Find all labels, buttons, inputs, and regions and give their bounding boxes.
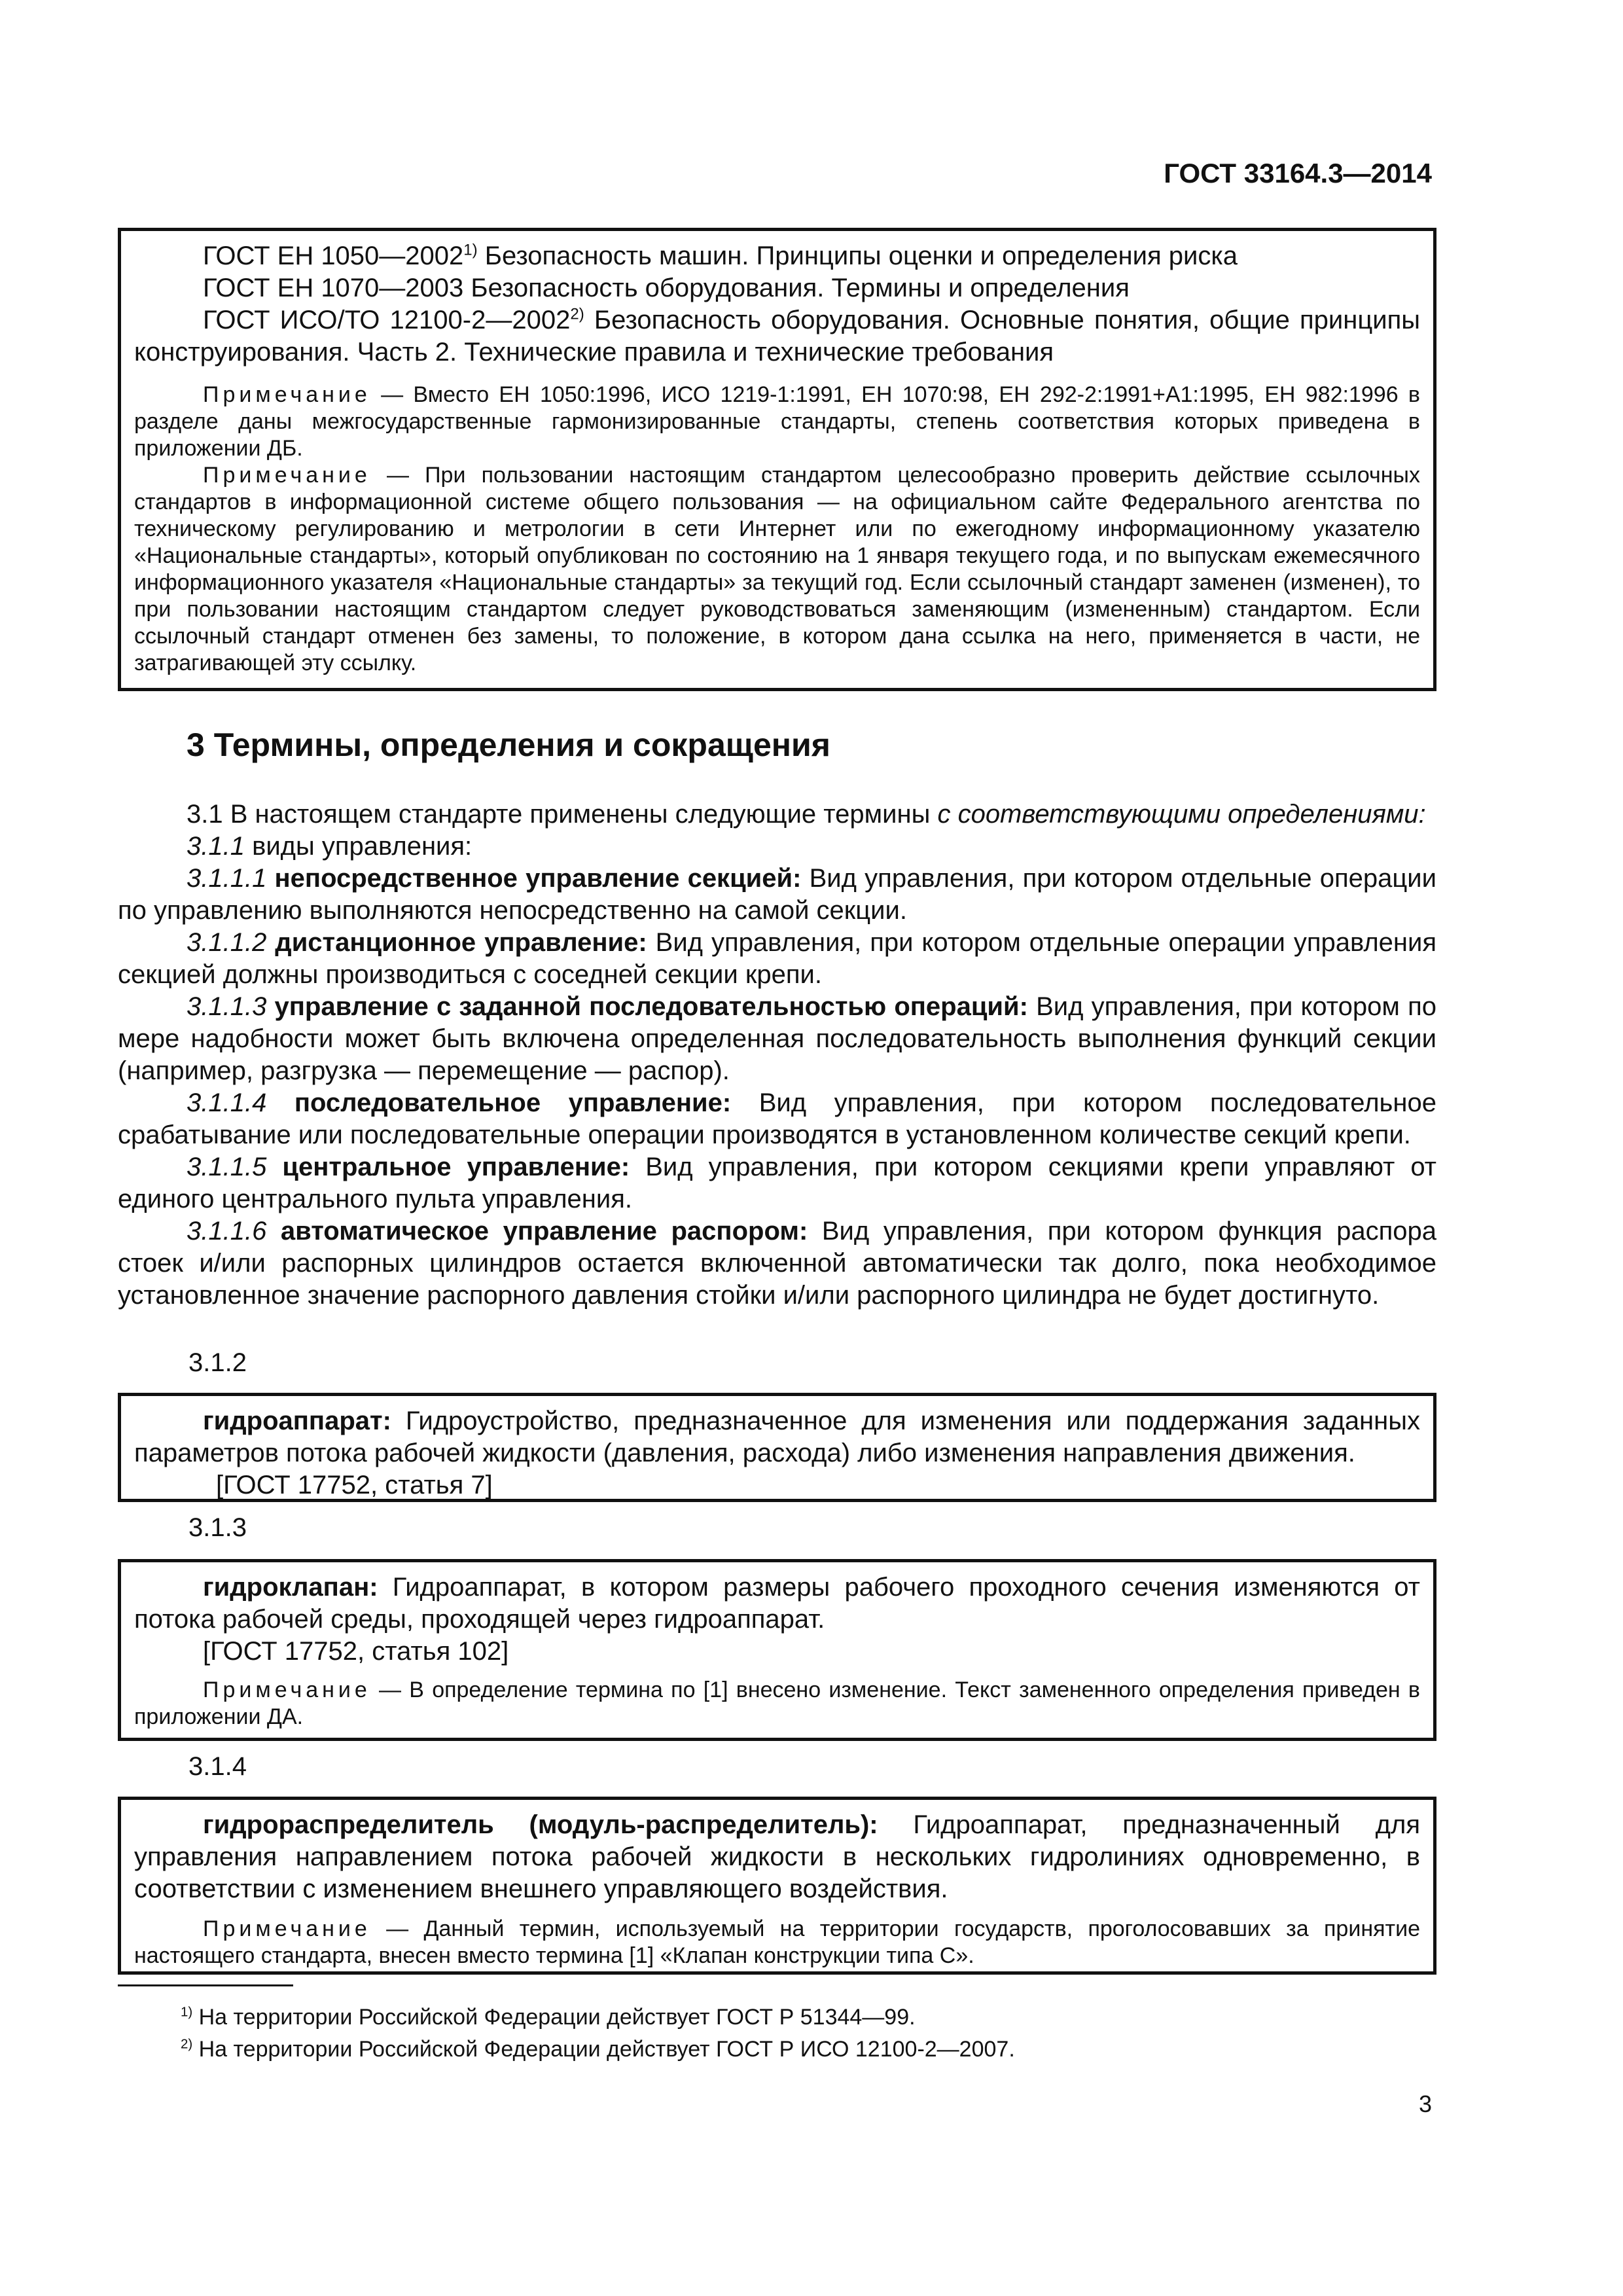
term-definition: 3.1.1.5 центральное управление: Вид управления, при котором секциями крепи управляют от единого центрального пульта управления. (118, 1153, 1437, 1213)
normative-references-box (118, 228, 1436, 691)
term-box (118, 1797, 1436, 1975)
term-note: Примечание — В определение термина по [1] внесено изменение. Текст замененного определения приведен в приложении ДА. (134, 1677, 1420, 1729)
term-definition: 3.1.1.3 управление с заданной последовательностью операций: Вид управления, при котором по мере надобности может быть включена определенная последовательность выполнения функций секции (например, разгрузка — перемещение — распор). (118, 992, 1436, 1085)
section-intro: 3.1 В настоящем стандарте применены следующие термины с соответствующими определениями: (187, 800, 1426, 829)
term-group: 3.1.1 виды управления: (187, 832, 473, 861)
reference-item: ГОСТ ЕН 1050—2002$^{1)}$ Безопасность машин. Принципы оценки и определения риска (203, 241, 1238, 270)
term-definition: 3.1.1.1 непосредственное управление секцией: Вид управления, при котором отдельные операции по управлению выполняются непосредственно на самой секции. (118, 864, 1436, 925)
term-note: Примечание — Данный термин, используемый на территории государств, проголосовавших за принятие настоящего стандарта, внесен вместо термина [1] «Клапан конструкции типа С». (134, 1916, 1420, 1968)
section-heading: 3 Термины, определения и сокращения (187, 726, 830, 763)
page-number: 3 (1418, 2090, 1432, 2117)
term-definition: гидроклапан: Гидроаппарат, в котором размеры рабочего проходного сечения изменяются от потока рабочей среды, проходящей через гидроаппарат. (134, 1573, 1420, 1634)
term-number: 3.1.3 (188, 1513, 247, 1542)
reference-item: ГОСТ ЕН 1070—2003 Безопасность оборудования. Термины и определения (203, 274, 1130, 302)
references-note: Примечание — Вместо ЕН 1050:1996, ИСО 1219-1:1991, ЕН 1070:98, ЕН 292-2:1991+A1:1995, ЕН 982:1996 в разделе даны межгосударственные гармонизированные стандарты, степень соответствия которых приведена в приложении ДБ. (134, 382, 1420, 461)
footnote: $^{2)}$ На территории Российской Федерации действует ГОСТ Р ИСО 12100-2—2007. (181, 2037, 1015, 2062)
term-definition: гидрораспределитель (модуль-распределитель): Гидроаппарат, предназначенный для управления направлением потока рабочей жидкости в нескольких гидролиниях одновременно, в соответствии с изменением внешнего управляющего воздействия. (134, 1810, 1420, 1903)
references-note: Примечание — При пользовании настоящим стандартом целесообразно проверить действие ссылочных стандартов в информационной системе общего пользования — на официальном сайте Федерального агентства по техническому регулированию и метрологии в сети Интернет или по ежегодному информационному указателю «Национальные стандарты», который опубликован по состоянию на 1 января текущего года, и по выпускам ежемесячного информационного указателя «Национальные стандарты» за текущий год. Если ссылочный стандарт заменен (изменен), то при пользовании настоящим стандартом следует руководствоваться заменяющим (измененным) стандартом. Если ссылочный стандарт отменен без замены, то положение, в котором дана ссылка на него, применяется в части, не затрагивающей эту ссылку. (134, 463, 1420, 675)
document-code-header: ГОСТ 33164.3—2014 (1164, 158, 1432, 188)
term-definition: 3.1.1.4 последовательное управление: Вид управления, при котором последовательное срабатывание или последовательные операции производятся в установленном количестве секций крепи. (118, 1088, 1436, 1149)
term-definition: 3.1.1.2 дистанционное управление: Вид управления, при котором отдельные операции управления секцией должны производиться с соседней секции крепи. (118, 928, 1436, 989)
term-definition: гидроаппарат: Гидроустройство, предназначенное для изменения или поддержания заданных параметров потока рабочей жидкости (давления, расхода) либо изменения направления движения. (134, 1407, 1420, 1467)
term-box (118, 1559, 1436, 1741)
term-number: 3.1.4 (188, 1752, 247, 1781)
term-box (118, 1393, 1436, 1502)
term-source: [ГОСТ 17752, статья 7] (216, 1471, 493, 1499)
term-source: [ГОСТ 17752, статья 102] (203, 1637, 509, 1666)
terms-list (118, 798, 1436, 1312)
footnote: $^{1)}$ На территории Российской Федерации действует ГОСТ Р 51344—99. (181, 2005, 916, 2030)
term-number: 3.1.2 (188, 1348, 247, 1377)
term-definition: 3.1.1.6 автоматическое управление распором: Вид управления, при котором функция распора стоек и/или распорных цилиндров остается включенной автоматически так долго, пока необходимое установленное значение распорного давления стойки и/или распорного цилиндра не будет достигнуто. (118, 1217, 1436, 1310)
footnote-divider (118, 1984, 293, 1986)
reference-item: ГОСТ ИСО/ТО 12100-2—2002$^{2)}$ Безопасность оборудования. Основные понятия, общие принципы конструирования. Часть 2. Технические правила и технические требования (134, 305, 1420, 367)
